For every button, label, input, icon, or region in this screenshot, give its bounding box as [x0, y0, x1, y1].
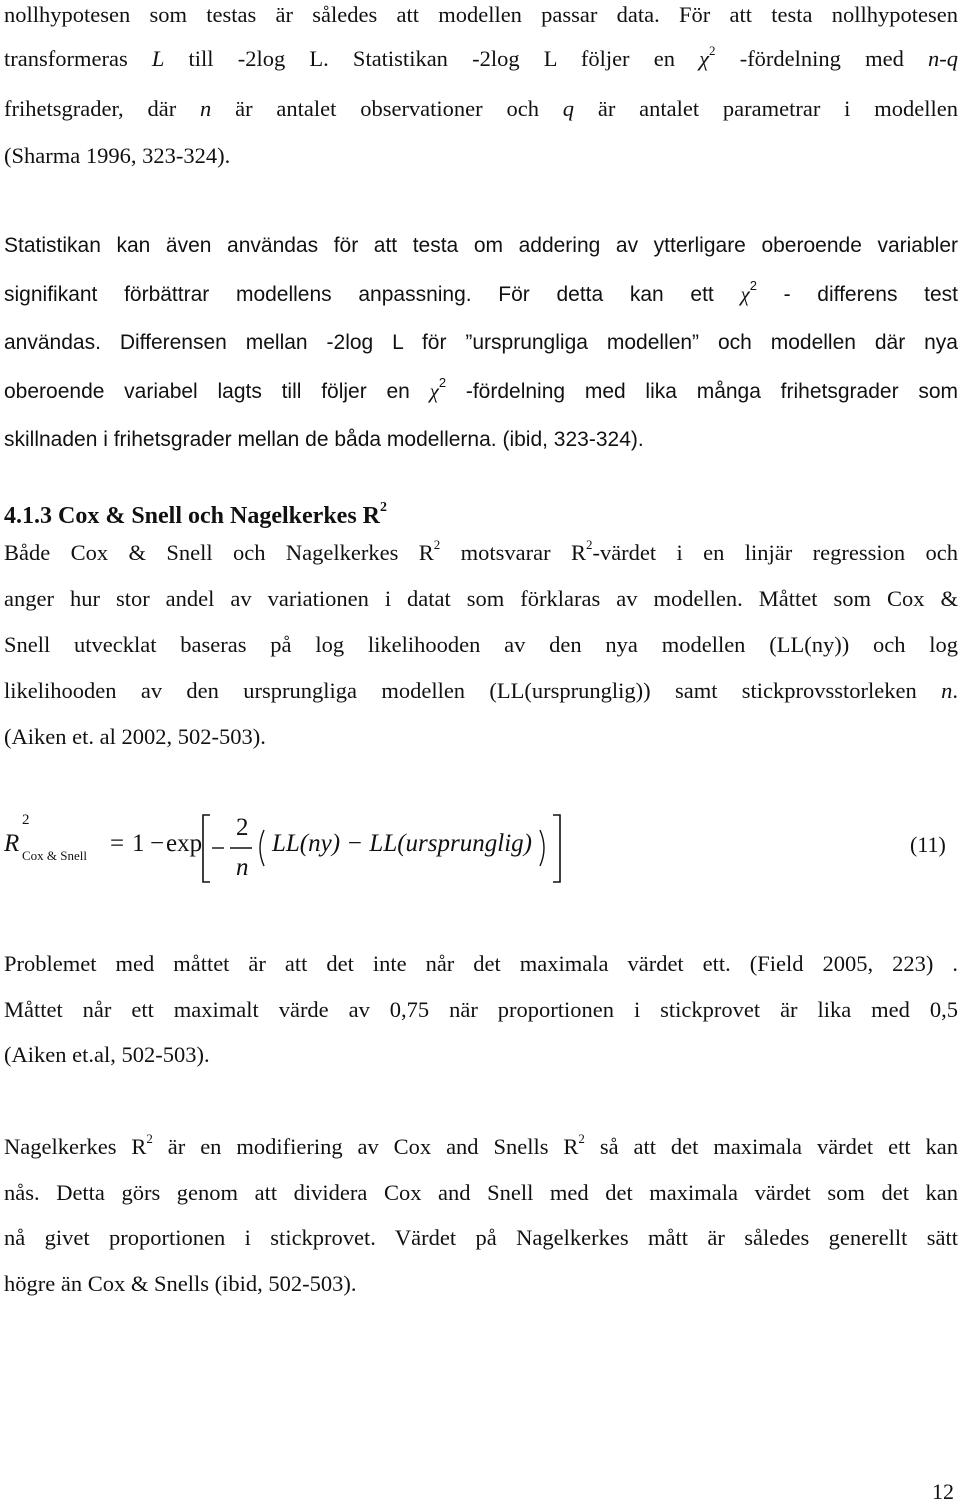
section-heading: 4.1.3 Cox & Snell och Nagelkerkes $R^2$: [4, 500, 387, 529]
text-line: nå givet proportionen i stickprovet. Värdet på Nagelkerkes mått är således generellt sätt: [4, 1225, 958, 1250]
text-line: Problemet med måttet är att det inte når det maximala värdet ett. (Field 2005, 223) .: [4, 951, 958, 976]
chi-symbol: χ: [699, 46, 710, 71]
text-line: högre än Cox & Snells (ibid, 502-503).: [4, 1271, 357, 1296]
text-line: transformeras L till -2log L. Statistikan -2log L följer en $\chi^2$ -fördelning med n-q: [4, 43, 958, 71]
eq-exp: exp: [166, 830, 203, 857]
chi-symbol: χ: [429, 379, 439, 403]
eq-frac-denominator: n: [236, 854, 249, 881]
text-line: (Sharma 1996, 323-324).: [4, 143, 231, 168]
text-line: (Aiken et. al 2002, 502-503).: [4, 724, 266, 749]
text-line: frihetsgrader, där n är antalet observationer och q är antalet parametrar i modellen: [4, 96, 958, 121]
text-line: användas. Differensen mellan -2log L för ”ursprungliga modellen” och modellen där nya: [4, 331, 958, 354]
text-line: Nagelkerkes $R^2$ är en modifiering av Cox and Snells $R^2$ så att det maximala värdet ett kan: [4, 1131, 958, 1159]
chi-symbol: χ: [740, 282, 750, 306]
text-line: Snell utvecklat baseras på log likelihooden av den nya modellen (LL(ny)) och log: [4, 632, 958, 657]
text-line: Både Cox & Snell och Nagelkerkes $R^2$ motsvarar $R^2$-värdet i en linjär regression och: [4, 537, 958, 565]
text-line: nollhypotesen som testas är således att modellen passar data. För att testa nollhypotesen: [4, 2, 958, 27]
text-line: Statistikan kan även användas för att testa om addering av ytterligare oberoende variabler: [4, 234, 958, 257]
eq-r-superscript: 2: [22, 812, 30, 828]
eq-number: (11): [910, 832, 946, 857]
text-line: oberoende variabel lagts till följer en $\chi^2$ -fördelning med lika många frihetsgrader som: [4, 375, 958, 403]
text-line: likelihooden av den ursprungliga modellen (LL(ursprunglig)) samt stickprovsstorleken n.: [4, 678, 958, 703]
eq-one: 1: [132, 830, 145, 857]
eq-r-symbol: R: [4, 830, 20, 857]
page-number: 12: [932, 1479, 954, 1504]
text-line: (Aiken et.al, 502-503).: [4, 1042, 210, 1067]
equation-11: [4, 810, 958, 890]
eq-r-subscript: Cox & Snell: [22, 848, 88, 863]
eq-equals: =: [110, 830, 125, 857]
eq-body: LL(ny) − LL(ursprunglig): [272, 830, 532, 857]
text-line: anger hur stor andel av variationen i datat som förklaras av modellen. Måttet som Cox &: [4, 586, 958, 611]
text-line: skillnaden i frihetsgrader mellan de båda modellerna. (ibid, 323-324).: [4, 428, 644, 451]
text-line: signifikant förbättrar modellens anpassning. För detta kan ett $\chi^2$ - differens test: [4, 278, 958, 306]
text-line: Måttet når ett maximalt värde av 0,75 när proportionen i stickprovet är lika med 0,5: [4, 997, 958, 1022]
text-line: nås. Detta görs genom att dividera Cox and Snell med det maximala värdet som det kan: [4, 1180, 958, 1205]
eq-frac-numerator: 2: [236, 814, 249, 841]
eq-minus: −: [150, 830, 165, 857]
